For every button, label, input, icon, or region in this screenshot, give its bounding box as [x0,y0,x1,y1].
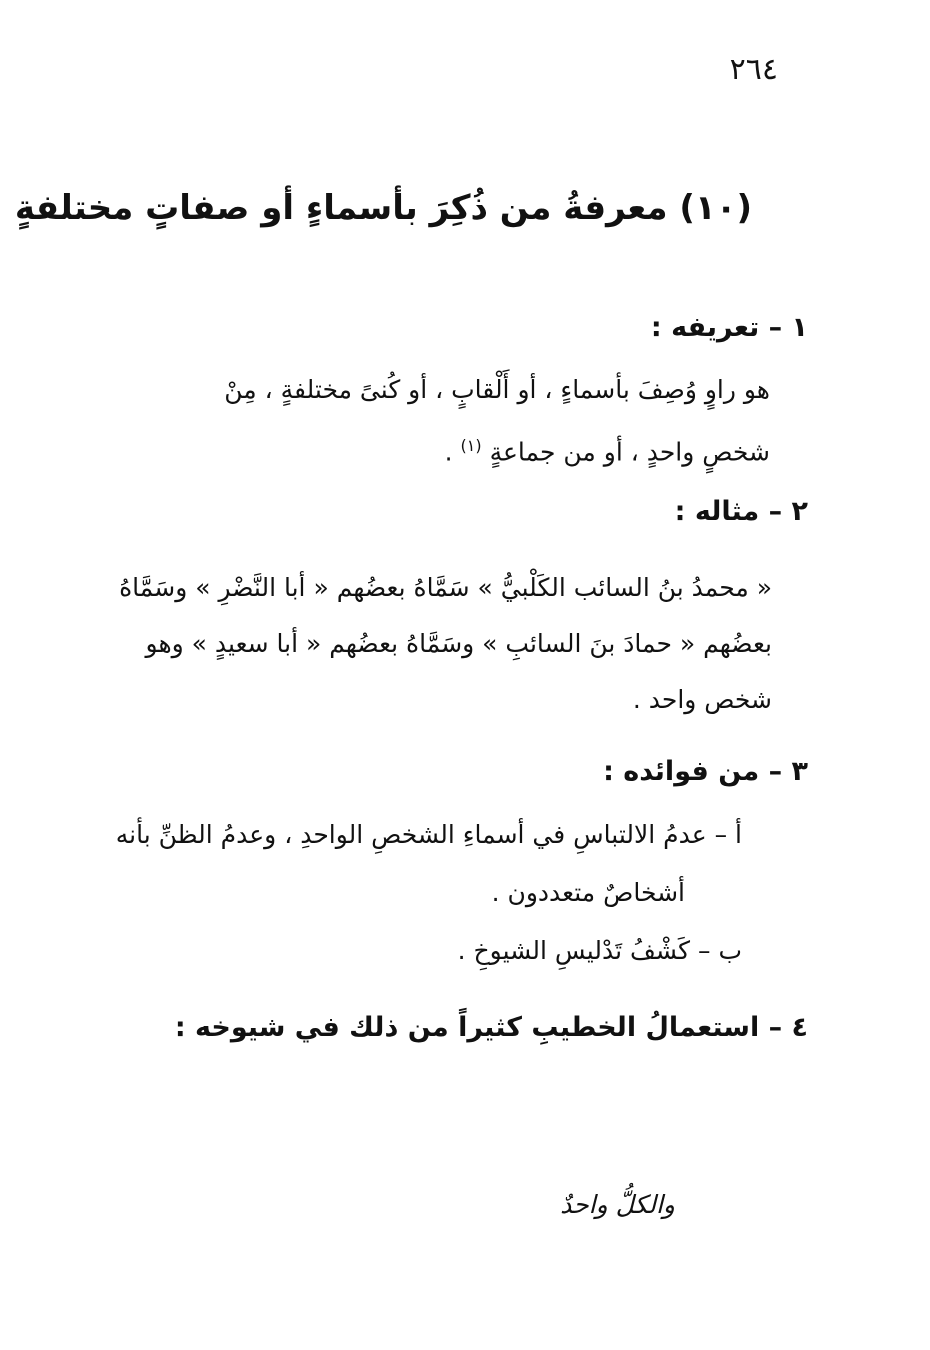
footnote-reference: (١) [460,436,482,455]
benefit-b: ب – كَشْفُ تَدْليسِ الشيوخِ . [457,936,742,965]
chapter-title: (١٠) معرفةُ من ذُكِرَ بأسماءٍ أو صفاتٍ مختلفةٍ [14,188,752,228]
example-text [108,560,772,728]
example-line-3: شخص واحد . [632,685,772,714]
page-number: ٢٦٤ [729,52,778,87]
definition-text [110,362,770,480]
benefit-a-line-2: أشخاصٌ متعددون . [491,878,685,907]
definition-heading: ١ – تعريفه : [650,312,808,343]
definition-line-1: هو راوٍ وُصِفَ بأسماءٍ ، أو أَلْقابٍ ، أو كُنىً مختلفةٍ ، مِنْ [224,375,770,404]
definition-line-2-end: . [444,437,461,467]
example-line-2: بعضُهم « حمادَ بنَ السائبِ » وسَمَّاهُ بعضُهم « أبا سعيدٍ » وهو [145,629,772,658]
handwritten-note: والكلُّ واحدٌ [560,1190,675,1219]
definition-line-2-text: شخصٍ واحدٍ ، أو من جماعةٍ [489,437,770,467]
example-line-1: « محمدُ بنُ السائب الكَلْبيُّ » سَمَّاهُ بعضُهم « أبا النَّضْرِ » وسَمَّاهُ [119,573,772,602]
example-heading: ٢ – مثاله : [674,496,808,527]
benefits-heading: ٣ – من فوائده : [603,756,808,787]
definition-line-2 [110,418,770,480]
benefit-a-line-1: أ – عدمُ الالتباسِ في أسماءِ الشخصِ الواحدِ ، وعدمُ الظنِّ بأنه [115,820,742,849]
usage-heading: ٤ – استعمالُ الخطيبِ كثيراً من ذلك في شيوخه : [174,1012,808,1043]
